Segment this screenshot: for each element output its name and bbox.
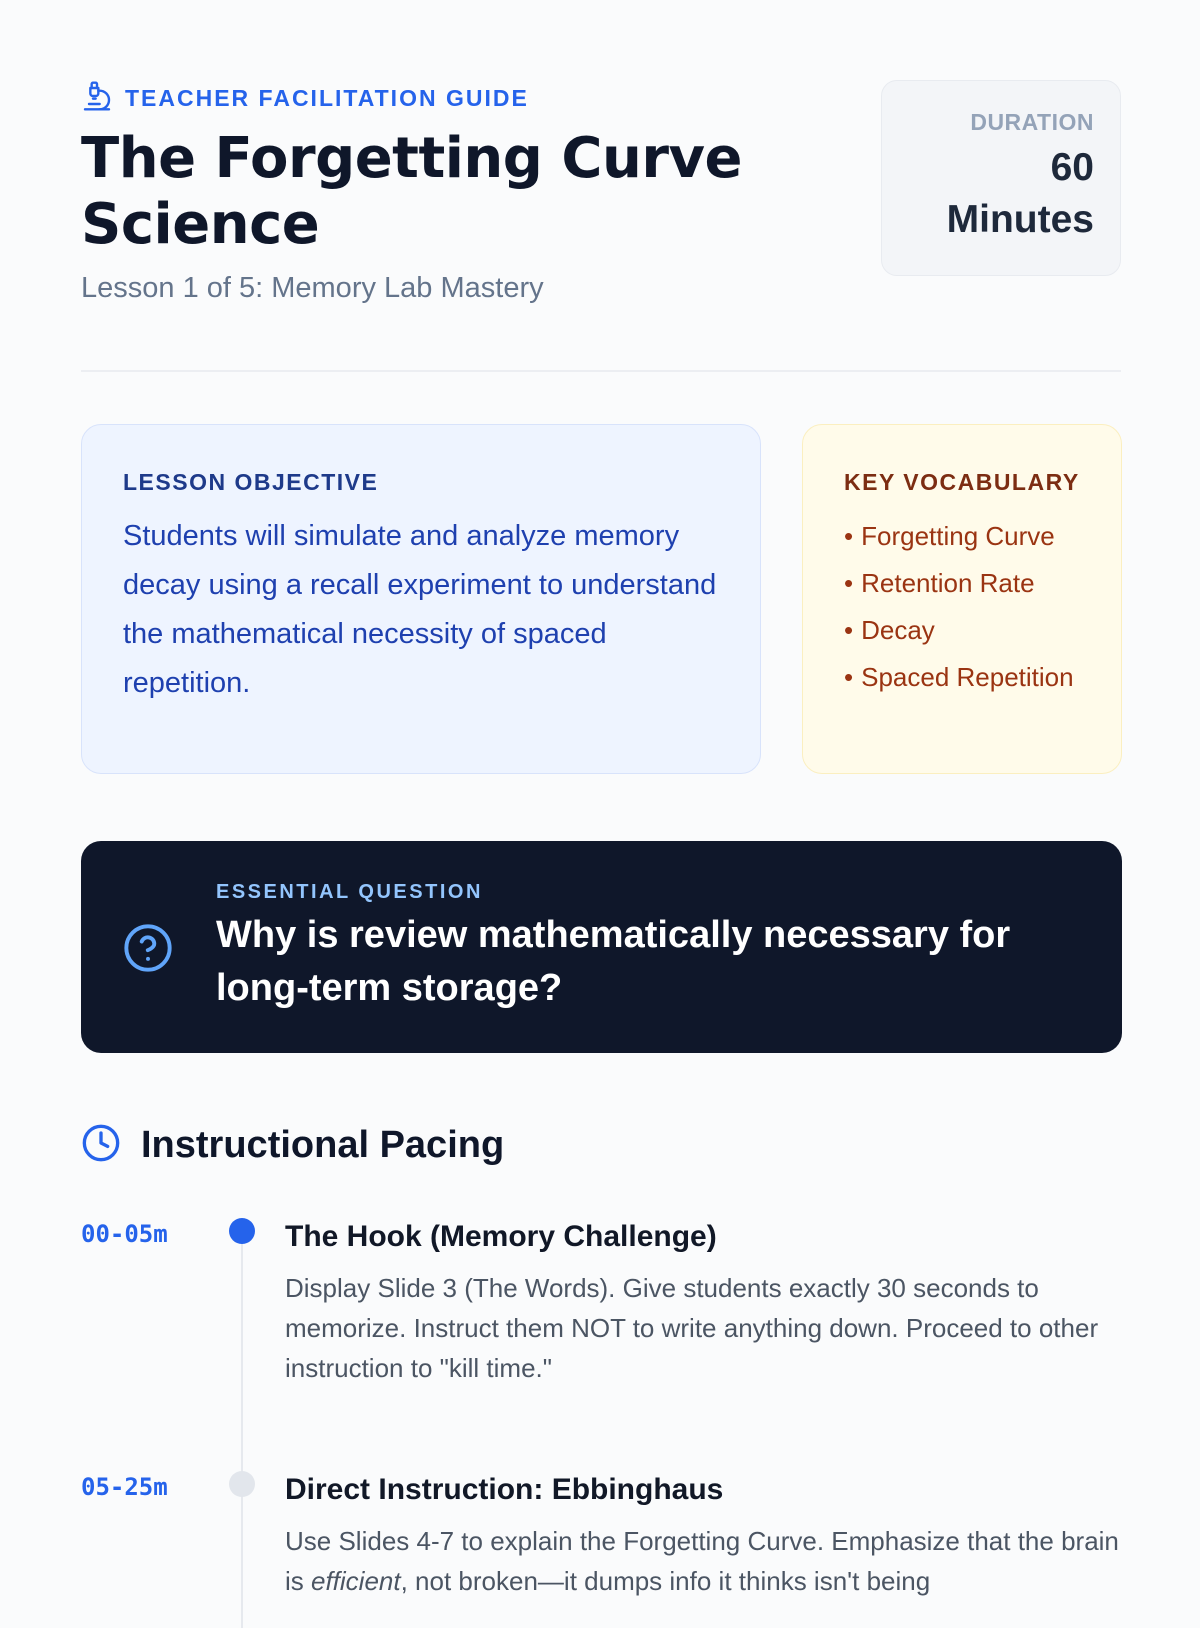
guide-header — [81, 0, 1121, 372]
duration-value: 60 Minutes — [946, 146, 1094, 241]
vocabulary-item: • Retention Rate — [844, 568, 1035, 598]
step-time: 05-25m — [81, 1473, 168, 1501]
pacing-step — [81, 1471, 1122, 1600]
step-description: Display Slide 3 (The Words). Give students exactly 30 seconds to memorize. Instruct them NOT to write anything down. Proceed to other instruction to "kill time." — [285, 1273, 1099, 1383]
duration-label: DURATION — [970, 109, 1094, 135]
page-subtitle: Lesson 1 of 5: Memory Lab Mastery — [81, 272, 544, 304]
eyebrow — [81, 80, 529, 117]
pacing-step — [81, 1218, 1122, 1418]
question-circle-icon — [122, 922, 174, 979]
vocabulary-item: • Decay — [844, 615, 935, 645]
facilitation-guide-page — [81, 0, 1121, 1596]
step-time: 00-05m — [81, 1220, 168, 1248]
lesson-objective-card — [81, 424, 761, 774]
objective-text: Students will simulate and analyze memory decay using a recall experiment to understand the mathematical necessity of spaced repetition. — [123, 520, 717, 699]
pacing-header — [81, 1123, 504, 1168]
page-title: The Forgetting Curve Science — [81, 126, 742, 257]
objective-label: LESSON OBJECTIVE — [123, 469, 379, 495]
timeline-dot-active — [229, 1218, 255, 1244]
key-vocabulary-card — [802, 424, 1122, 774]
vocabulary-label: KEY VOCABULARY — [844, 469, 1080, 495]
duration-card — [881, 80, 1121, 276]
step-title: The Hook (Memory Challenge) — [285, 1220, 717, 1253]
essential-question-text: Why is review mathematically necessary for long-term storage? — [216, 914, 1011, 1009]
pacing-title: Instructional Pacing — [141, 1124, 505, 1166]
step-description: Use Slides 4-7 to explain the Forgetting Curve. Emphasize that the brain is efficient, not broken—it dumps info it thinks isn't being — [285, 1526, 1119, 1596]
essential-question-label: ESSENTIAL QUESTION — [216, 881, 483, 903]
clock-icon — [81, 1123, 121, 1168]
vocabulary-list — [844, 516, 1101, 697]
microscope-icon — [81, 80, 113, 117]
essential-question-panel — [81, 841, 1122, 1053]
step-title: Direct Instruction: Ebbinghaus — [285, 1473, 724, 1506]
vocabulary-item: • Forgetting Curve — [844, 521, 1055, 551]
emphasis-text: efficient — [311, 1566, 401, 1596]
vocabulary-item: • Spaced Repetition — [844, 662, 1074, 692]
eyebrow-label: TEACHER FACILITATION GUIDE — [125, 85, 529, 111]
timeline-dot — [229, 1471, 255, 1497]
